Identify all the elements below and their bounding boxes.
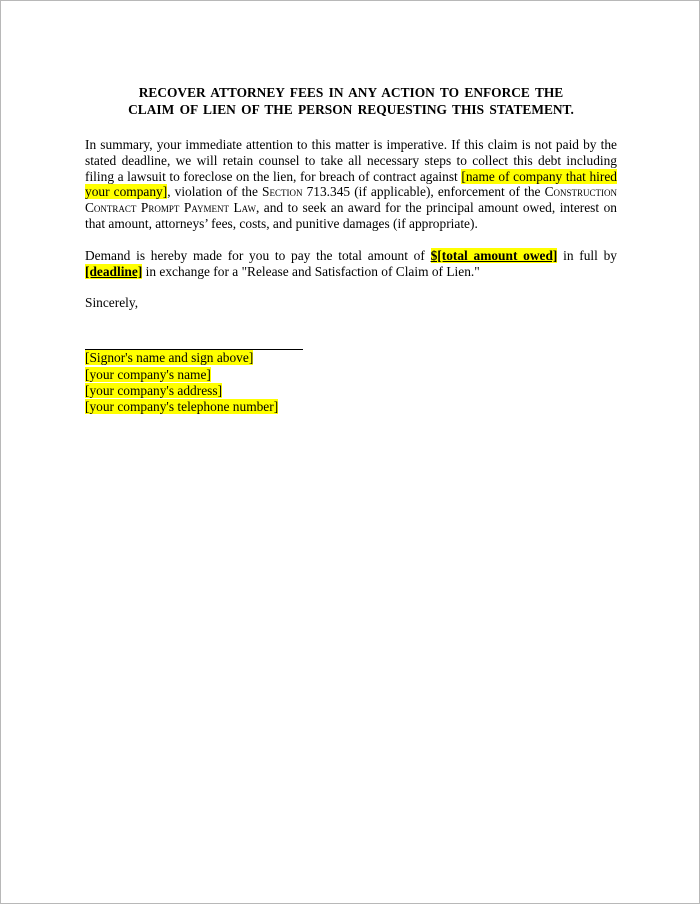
company-phone-row: [85, 399, 617, 415]
title-line-2: CLAIM OF LIEN OF THE PERSON REQUESTING THIS STATEMENT.: [128, 102, 574, 117]
closing-salutation: Sincerely,: [85, 295, 139, 311]
summary-text-1: In summary, your immediate attention to this matter is imperative. If this claim is not paid by the stated deadline, we will retain counsel to take all necessary steps to collect this debt including filing a lawsuit to foreclose on the lien, for breach of contract against: [85, 137, 617, 184]
demand-paragraph: [85, 248, 617, 280]
summary-text-3: 713.345 (if applicable), enforcement of the: [302, 184, 545, 200]
company-name-placeholder: [your company's name]: [85, 366, 211, 382]
company-placeholder: [name of company that hired your company]: [85, 168, 617, 200]
signer-name-placeholder: [Signor's name and sign above]: [85, 350, 254, 366]
summary-text-4: , and to seek an award for the principal amount owed, interest on that amount, attorneys’ fees, costs, and punitive damages (if appropriate).: [85, 200, 617, 231]
document-body: [85, 84, 617, 415]
deadline-placeholder: [deadline]: [85, 263, 143, 279]
demand-text-1: Demand is hereby made for you to pay the total amount of: [85, 247, 431, 263]
demand-text-3: in exchange for a "Release and Satisfaction of Claim of Lien.": [142, 263, 480, 279]
company-phone-placeholder: [your company's telephone number]: [85, 398, 279, 414]
company-name-row: [85, 367, 617, 383]
company-address-placeholder: [your company's address]: [85, 382, 223, 398]
section-label: Section: [262, 184, 303, 200]
demand-text-2: in full by: [557, 247, 618, 263]
summary-paragraph: [85, 137, 617, 232]
amount-placeholder: $[total amount owed]: [430, 247, 558, 263]
signature-block: [85, 350, 617, 415]
company-address-row: [85, 383, 617, 399]
summary-text-2: , violation of the: [167, 184, 263, 200]
law-name: Construction Contract Prompt Payment Law: [85, 184, 617, 216]
document-title: [85, 84, 617, 118]
signer-name-row: [85, 350, 617, 366]
title-line-1: RECOVER ATTORNEY FEES IN ANY ACTION TO ENFORCE THE: [138, 85, 564, 100]
